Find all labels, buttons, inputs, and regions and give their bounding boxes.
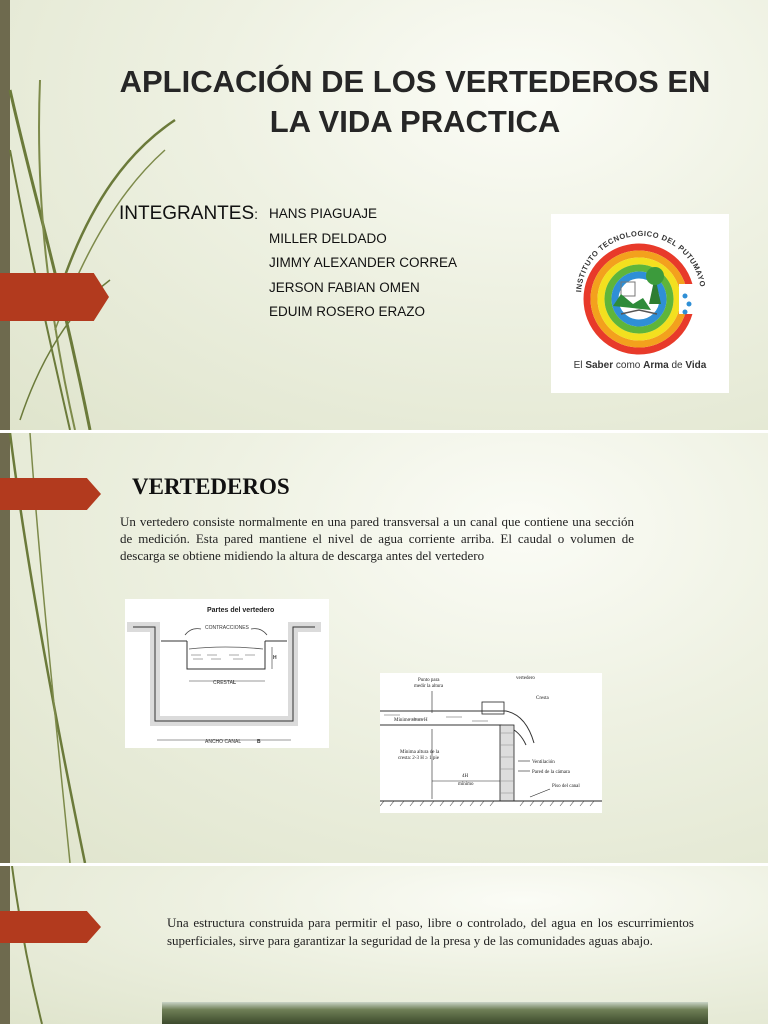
section-tag: [0, 478, 101, 510]
slogan-word: de: [671, 360, 683, 371]
decorative-stems: [0, 866, 120, 1024]
institute-logo: [551, 214, 729, 393]
label-punto: Punto para: [418, 678, 440, 683]
label-cresta-l: L: [233, 680, 237, 686]
member-name: MILLER DELDADO: [269, 230, 387, 246]
member-name: JIMMY ALEXANDER CORREA: [269, 255, 458, 271]
label-pared: Pared de la cámara: [532, 770, 570, 775]
label-contracciones: CONTRACCIONES: [205, 625, 249, 631]
label-min-altura: Mínima altura de la: [400, 750, 440, 755]
slide-title: [0, 0, 768, 430]
left-accent-bar: [0, 866, 10, 1024]
logo-arc-text: INSTITUTO TECNOLOGICO DEL PUTUMAYO: [574, 228, 708, 293]
slogan-word: El: [573, 360, 583, 371]
slogan-word: Saber: [585, 360, 614, 371]
label-vertedero: vertedero: [516, 676, 535, 681]
dam-photo: [162, 1002, 708, 1024]
member-name: HANS PIAGUAJE: [269, 206, 378, 221]
logo-slogan: [551, 360, 729, 371]
slogan-word: Arma: [643, 360, 669, 371]
section-tag: [0, 273, 109, 321]
integrantes-text: INTEGRANTES: [119, 203, 255, 224]
slide-vertederos: [0, 433, 768, 863]
weir-parts-figure: [125, 599, 329, 748]
slogan-word: como: [615, 360, 641, 371]
label-cresta: Cresta: [536, 696, 549, 701]
member-name: JERSON FABIAN OMEN: [269, 279, 420, 295]
left-accent-bar: [0, 0, 10, 430]
definition-paragraph: Una estructura construida para permitir el paso, libre o controlado, del agua en los escurrimientos superficiales, sirve para garantizar la seguridad de la presa y de las comunidades aguas abajo.: [167, 915, 694, 948]
page-title: APLICACIÓN DE LOS VERTEDEROS EN LA VIDA PRACTICA: [119, 64, 711, 139]
section-tag: [0, 911, 101, 943]
weir-profile-figure: [380, 673, 602, 813]
label-ancho-b: B: [257, 739, 261, 745]
label-ventilacion: Ventilación: [532, 760, 555, 765]
label-minimo: Mínimo altura H: [394, 718, 428, 723]
weir-parts-diagram: [125, 599, 329, 748]
definition-paragraph: Un vertedero consiste normalmente en una pared transversal a un canal que contiene una sección de medición. Esta pared mantiene el nivel de agua corriente arriba. El caudal o volumen de descarga se obtiene midiendo la altura de descarga antes del vertedero: [120, 514, 634, 563]
institute-emblem: [551, 214, 729, 359]
slide-definition: [0, 866, 768, 1024]
label-4h: mínimo: [458, 782, 474, 787]
members-list: [269, 206, 457, 329]
integrantes-colon: :: [254, 206, 259, 222]
label-4h: 4H: [462, 774, 469, 779]
member-name: EDUIM ROSERO ERAZO: [269, 304, 426, 320]
integrantes-label: [119, 203, 258, 225]
label-piso: Piso del canal: [552, 784, 580, 789]
label-h: H: [273, 655, 277, 661]
section-heading: VERTEDEROS: [132, 474, 290, 499]
label-punto: medir la altura: [414, 684, 444, 689]
slogan-word: Vida: [685, 360, 707, 371]
label-min-altura: cresta: 2-3 H ≥ 1 pie: [398, 756, 439, 761]
figure-title: Partes del vertedero: [207, 607, 275, 614]
label-cresta: CRESTA: [213, 680, 233, 686]
weir-profile-diagram: [380, 673, 602, 813]
label-ancho: ANCHO CANAL: [205, 739, 242, 745]
